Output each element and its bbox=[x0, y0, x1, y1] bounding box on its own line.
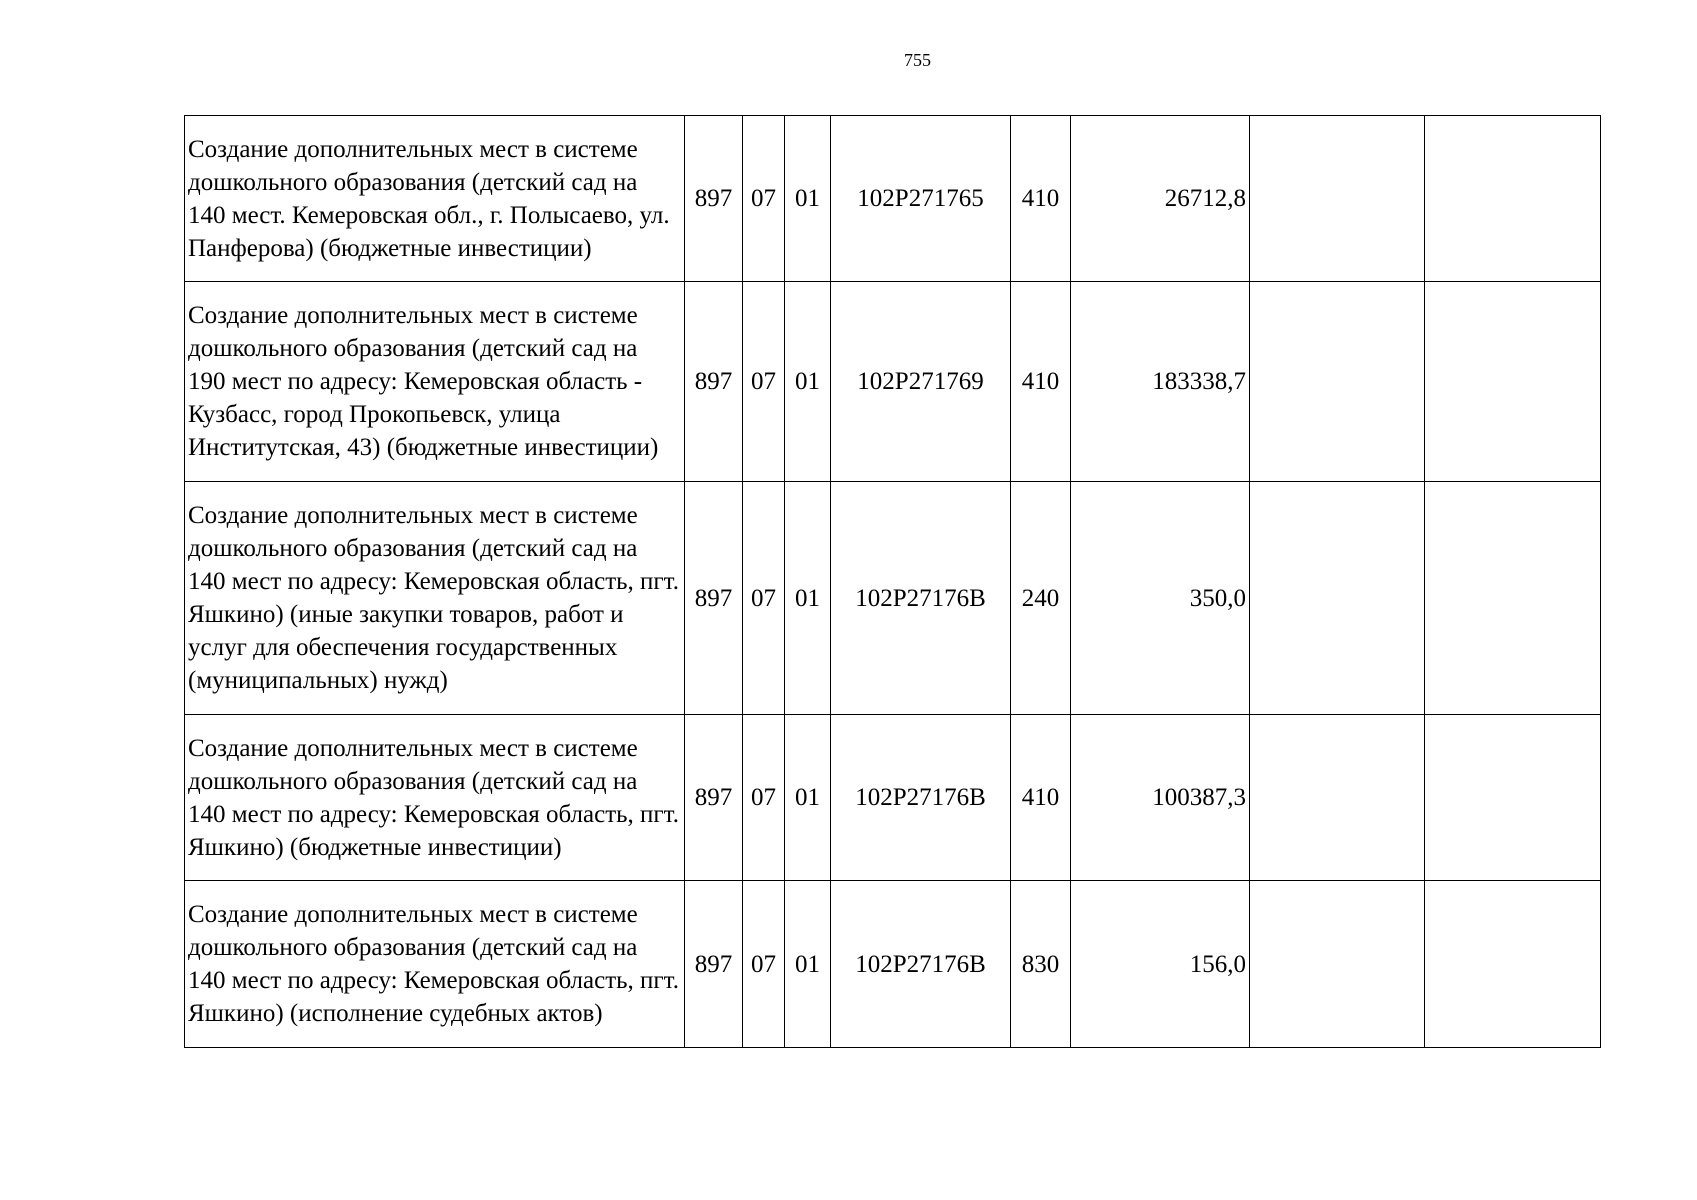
target-article-code: 102P271769 bbox=[831, 282, 1011, 482]
row-description: Создание дополнительных мест в системе дошкольного образования (детский сад на 140 мест по адресу: Кемеровская область, пгт. Яшкино) (исполнение судебных актов) bbox=[185, 881, 685, 1048]
row-description: Создание дополнительных мест в системе дошкольного образования (детский сад на 140 мест по адресу: Кемеровская область, пгт. Яшкино) (бюджетные инвестиции) bbox=[185, 715, 685, 881]
table-row bbox=[185, 116, 1601, 282]
subsection-code: 01 bbox=[785, 881, 831, 1048]
section-code: 07 bbox=[743, 482, 785, 715]
page-number: 755 bbox=[904, 50, 931, 70]
expense-type-code: 410 bbox=[1011, 116, 1071, 282]
subsection-code: 01 bbox=[785, 482, 831, 715]
expense-type-code: 410 bbox=[1011, 715, 1071, 881]
row-description: Создание дополнительных мест в системе дошкольного образования (детский сад на 140 мест по адресу: Кемеровская область, пгт. Яшкино) (иные закупки товаров, работ и услуг для обеспечения государственных (муниципальных) нужд) bbox=[185, 482, 685, 715]
subsection-code: 01 bbox=[785, 116, 831, 282]
empty-cell bbox=[1250, 881, 1425, 1048]
section-code: 07 bbox=[743, 282, 785, 482]
ministry-code: 897 bbox=[685, 282, 743, 482]
expense-type-code: 410 bbox=[1011, 282, 1071, 482]
empty-cell bbox=[1250, 482, 1425, 715]
ministry-code: 897 bbox=[685, 116, 743, 282]
budget-table bbox=[184, 115, 1601, 1048]
row-description: Создание дополнительных мест в системе дошкольного образования (детский сад на 140 мест. Кемеровская обл., г. Полысаево, ул. Панферова) (бюджетные инвестиции) bbox=[185, 116, 685, 282]
table-row bbox=[185, 881, 1601, 1048]
section-code: 07 bbox=[743, 715, 785, 881]
target-article-code: 102P27176B bbox=[831, 715, 1011, 881]
table-row bbox=[185, 715, 1601, 881]
empty-cell bbox=[1250, 116, 1425, 282]
amount-cell: 156,0 bbox=[1071, 881, 1250, 1048]
subsection-code: 01 bbox=[785, 282, 831, 482]
table-row bbox=[185, 482, 1601, 715]
target-article-code: 102P27176B bbox=[831, 881, 1011, 1048]
amount-cell: 100387,3 bbox=[1071, 715, 1250, 881]
amount-cell: 183338,7 bbox=[1071, 282, 1250, 482]
empty-cell bbox=[1425, 482, 1601, 715]
empty-cell bbox=[1425, 881, 1601, 1048]
expense-type-code: 830 bbox=[1011, 881, 1071, 1048]
empty-cell bbox=[1425, 282, 1601, 482]
target-article-code: 102P271765 bbox=[831, 116, 1011, 282]
ministry-code: 897 bbox=[685, 881, 743, 1048]
section-code: 07 bbox=[743, 116, 785, 282]
amount-cell: 350,0 bbox=[1071, 482, 1250, 715]
empty-cell bbox=[1250, 282, 1425, 482]
empty-cell bbox=[1250, 715, 1425, 881]
ministry-code: 897 bbox=[685, 482, 743, 715]
section-code: 07 bbox=[743, 881, 785, 1048]
table-row bbox=[185, 282, 1601, 482]
amount-cell: 26712,8 bbox=[1071, 116, 1250, 282]
row-description: Создание дополнительных мест в системе дошкольного образования (детский сад на 190 мест по адресу: Кемеровская область - Кузбасс, город Прокопьевск, улица Институтская, 43) (бюджетные инвестиции) bbox=[185, 282, 685, 482]
expense-type-code: 240 bbox=[1011, 482, 1071, 715]
target-article-code: 102P27176B bbox=[831, 482, 1011, 715]
ministry-code: 897 bbox=[685, 715, 743, 881]
empty-cell bbox=[1425, 116, 1601, 282]
subsection-code: 01 bbox=[785, 715, 831, 881]
empty-cell bbox=[1425, 715, 1601, 881]
